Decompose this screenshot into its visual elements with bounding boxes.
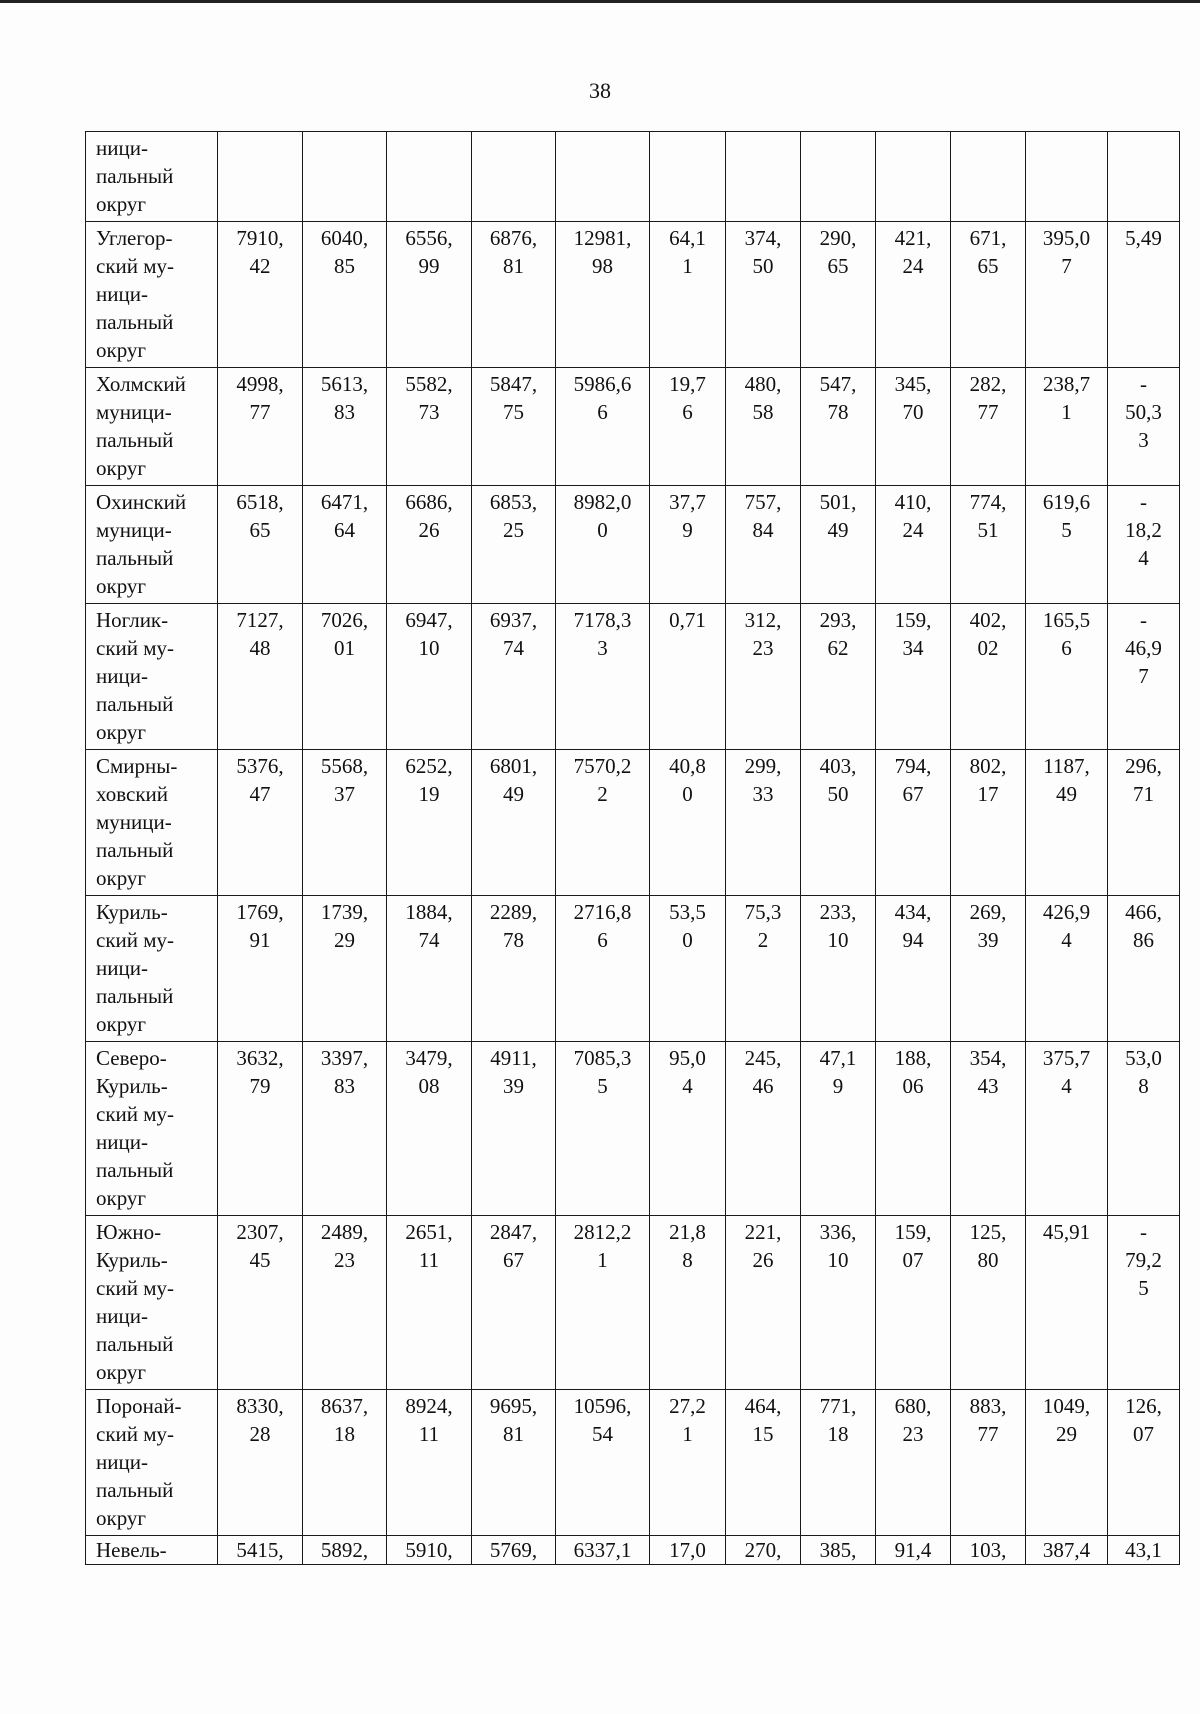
- value-cell: 336, 10: [801, 1216, 876, 1390]
- value-cell: 5847, 75: [472, 368, 556, 486]
- value-cell: 375,7 4: [1026, 1042, 1108, 1216]
- value-cell: 53,5 0: [650, 896, 726, 1042]
- value-cell: 345, 70: [876, 368, 951, 486]
- value-cell: 43,1: [1108, 1536, 1180, 1565]
- value-cell: 3479, 08: [387, 1042, 472, 1216]
- value-cell: 466, 86: [1108, 896, 1180, 1042]
- value-cell: 1769, 91: [218, 896, 303, 1042]
- value-cell: 233, 10: [801, 896, 876, 1042]
- value-cell: 354, 43: [951, 1042, 1026, 1216]
- value-cell: 21,8 8: [650, 1216, 726, 1390]
- value-cell: 245, 46: [726, 1042, 801, 1216]
- value-cell: 1187, 49: [1026, 750, 1108, 896]
- district-name-cell: Северо- Куриль- ский му- ници- пальный округ: [86, 1042, 218, 1216]
- value-cell: 7178,3 3: [556, 604, 650, 750]
- value-cell: - 46,9 7: [1108, 604, 1180, 750]
- value-cell: 464, 15: [726, 1390, 801, 1536]
- value-cell: 2847, 67: [472, 1216, 556, 1390]
- table-row: [86, 486, 1180, 604]
- value-cell: 296, 71: [1108, 750, 1180, 896]
- value-cell: 75,3 2: [726, 896, 801, 1042]
- district-name-cell: Невель-: [86, 1536, 218, 1565]
- value-cell: 312, 23: [726, 604, 801, 750]
- value-cell: 12981, 98: [556, 222, 650, 368]
- table-row: [86, 1390, 1180, 1536]
- value-cell: 159, 34: [876, 604, 951, 750]
- value-cell: 6876, 81: [472, 222, 556, 368]
- value-cell: 8982,0 0: [556, 486, 650, 604]
- value-cell: 480, 58: [726, 368, 801, 486]
- value-cell: [387, 132, 472, 222]
- value-cell: 5568, 37: [303, 750, 387, 896]
- value-cell: 434, 94: [876, 896, 951, 1042]
- value-cell: 387,4: [1026, 1536, 1108, 1565]
- value-cell: 8330, 28: [218, 1390, 303, 1536]
- value-cell: 290, 65: [801, 222, 876, 368]
- table-row: [86, 222, 1180, 368]
- value-cell: [1108, 132, 1180, 222]
- value-cell: 794, 67: [876, 750, 951, 896]
- value-cell: [726, 132, 801, 222]
- table-row: [86, 368, 1180, 486]
- value-cell: 27,2 1: [650, 1390, 726, 1536]
- value-cell: 5582, 73: [387, 368, 472, 486]
- value-cell: 6556, 99: [387, 222, 472, 368]
- value-cell: 17,0: [650, 1536, 726, 1565]
- value-cell: - 18,2 4: [1108, 486, 1180, 604]
- district-name-cell: Ноглик- ский му- ници- пальный округ: [86, 604, 218, 750]
- table-row: [86, 132, 1180, 222]
- value-cell: 221, 26: [726, 1216, 801, 1390]
- value-cell: [801, 132, 876, 222]
- value-cell: 4911, 39: [472, 1042, 556, 1216]
- value-cell: 5,49: [1108, 222, 1180, 368]
- table-row: [86, 1536, 1180, 1565]
- value-cell: 6337,1: [556, 1536, 650, 1565]
- value-cell: 3632, 79: [218, 1042, 303, 1216]
- value-cell: 374, 50: [726, 222, 801, 368]
- value-cell: [556, 132, 650, 222]
- value-cell: [218, 132, 303, 222]
- table-row: [86, 750, 1180, 896]
- value-cell: 501, 49: [801, 486, 876, 604]
- value-cell: 37,7 9: [650, 486, 726, 604]
- value-cell: 19,7 6: [650, 368, 726, 486]
- value-cell: 410, 24: [876, 486, 951, 604]
- value-cell: 6947, 10: [387, 604, 472, 750]
- value-cell: 402, 02: [951, 604, 1026, 750]
- value-cell: 159, 07: [876, 1216, 951, 1390]
- value-cell: 6801, 49: [472, 750, 556, 896]
- value-cell: 6937, 74: [472, 604, 556, 750]
- table-body: [86, 132, 1180, 1565]
- table-row: [86, 604, 1180, 750]
- value-cell: 7085,3 5: [556, 1042, 650, 1216]
- table-row: [86, 896, 1180, 1042]
- district-name-cell: Холмский муници- пальный округ: [86, 368, 218, 486]
- municipal-data-table: [85, 131, 1180, 1565]
- value-cell: 3397, 83: [303, 1042, 387, 1216]
- value-cell: 5613, 83: [303, 368, 387, 486]
- value-cell: [472, 132, 556, 222]
- value-cell: 771, 18: [801, 1390, 876, 1536]
- value-cell: 2716,8 6: [556, 896, 650, 1042]
- district-name-cell: Углегор- ский му- ници- пальный округ: [86, 222, 218, 368]
- value-cell: 5376, 47: [218, 750, 303, 896]
- value-cell: [951, 132, 1026, 222]
- value-cell: 188, 06: [876, 1042, 951, 1216]
- district-name-cell: Охинский муници- пальный округ: [86, 486, 218, 604]
- value-cell: 282, 77: [951, 368, 1026, 486]
- value-cell: [876, 132, 951, 222]
- value-cell: 883, 77: [951, 1390, 1026, 1536]
- value-cell: 270,: [726, 1536, 801, 1565]
- table-row: [86, 1042, 1180, 1216]
- value-cell: [303, 132, 387, 222]
- value-cell: [1026, 132, 1108, 222]
- value-cell: 2812,2 1: [556, 1216, 650, 1390]
- value-cell: 125, 80: [951, 1216, 1026, 1390]
- value-cell: 6040, 85: [303, 222, 387, 368]
- value-cell: 4998, 77: [218, 368, 303, 486]
- value-cell: 7570,2 2: [556, 750, 650, 896]
- value-cell: 774, 51: [951, 486, 1026, 604]
- value-cell: - 50,3 3: [1108, 368, 1180, 486]
- value-cell: 299, 33: [726, 750, 801, 896]
- value-cell: 6853, 25: [472, 486, 556, 604]
- value-cell: 385,: [801, 1536, 876, 1565]
- value-cell: 403, 50: [801, 750, 876, 896]
- value-cell: 671, 65: [951, 222, 1026, 368]
- district-name-cell: Куриль- ский му- ници- пальный округ: [86, 896, 218, 1042]
- value-cell: 165,5 6: [1026, 604, 1108, 750]
- value-cell: 680, 23: [876, 1390, 951, 1536]
- value-cell: 757, 84: [726, 486, 801, 604]
- scan-top-edge: [0, 0, 1200, 3]
- value-cell: 547, 78: [801, 368, 876, 486]
- value-cell: 6518, 65: [218, 486, 303, 604]
- value-cell: 5986,6 6: [556, 368, 650, 486]
- district-name-cell: Смирны- ховский муници- пальный округ: [86, 750, 218, 896]
- value-cell: 293, 62: [801, 604, 876, 750]
- value-cell: - 79,2 5: [1108, 1216, 1180, 1390]
- value-cell: 64,1 1: [650, 222, 726, 368]
- value-cell: 421, 24: [876, 222, 951, 368]
- district-name-cell: ници- пальный округ: [86, 132, 218, 222]
- value-cell: 126, 07: [1108, 1390, 1180, 1536]
- value-cell: 95,0 4: [650, 1042, 726, 1216]
- value-cell: 5910,: [387, 1536, 472, 1565]
- district-name-cell: Поронай- ский му- ници- пальный округ: [86, 1390, 218, 1536]
- value-cell: 10596, 54: [556, 1390, 650, 1536]
- value-cell: 6252, 19: [387, 750, 472, 896]
- value-cell: 1739, 29: [303, 896, 387, 1042]
- value-cell: 53,0 8: [1108, 1042, 1180, 1216]
- value-cell: 7127, 48: [218, 604, 303, 750]
- value-cell: 6471, 64: [303, 486, 387, 604]
- value-cell: 0,71: [650, 604, 726, 750]
- value-cell: 47,1 9: [801, 1042, 876, 1216]
- value-cell: 2289, 78: [472, 896, 556, 1042]
- value-cell: 6686, 26: [387, 486, 472, 604]
- value-cell: 1884, 74: [387, 896, 472, 1042]
- district-name-cell: Южно- Куриль- ский му- ници- пальный округ: [86, 1216, 218, 1390]
- page-number: 38: [589, 78, 611, 103]
- value-cell: 2651, 11: [387, 1216, 472, 1390]
- value-cell: 395,0 7: [1026, 222, 1108, 368]
- value-cell: 103,: [951, 1536, 1026, 1565]
- value-cell: 8637, 18: [303, 1390, 387, 1536]
- table-row: [86, 1216, 1180, 1390]
- value-cell: 8924, 11: [387, 1390, 472, 1536]
- value-cell: 91,4: [876, 1536, 951, 1565]
- value-cell: 426,9 4: [1026, 896, 1108, 1042]
- value-cell: 2307, 45: [218, 1216, 303, 1390]
- value-cell: 802, 17: [951, 750, 1026, 896]
- value-cell: [650, 132, 726, 222]
- value-cell: 5415,: [218, 1536, 303, 1565]
- value-cell: 5892,: [303, 1536, 387, 1565]
- value-cell: 9695, 81: [472, 1390, 556, 1536]
- value-cell: 45,91: [1026, 1216, 1108, 1390]
- value-cell: 2489, 23: [303, 1216, 387, 1390]
- value-cell: 7026, 01: [303, 604, 387, 750]
- value-cell: 5769,: [472, 1536, 556, 1565]
- value-cell: 619,6 5: [1026, 486, 1108, 604]
- value-cell: 7910, 42: [218, 222, 303, 368]
- value-cell: 269, 39: [951, 896, 1026, 1042]
- value-cell: 1049, 29: [1026, 1390, 1108, 1536]
- value-cell: 238,7 1: [1026, 368, 1108, 486]
- value-cell: 40,8 0: [650, 750, 726, 896]
